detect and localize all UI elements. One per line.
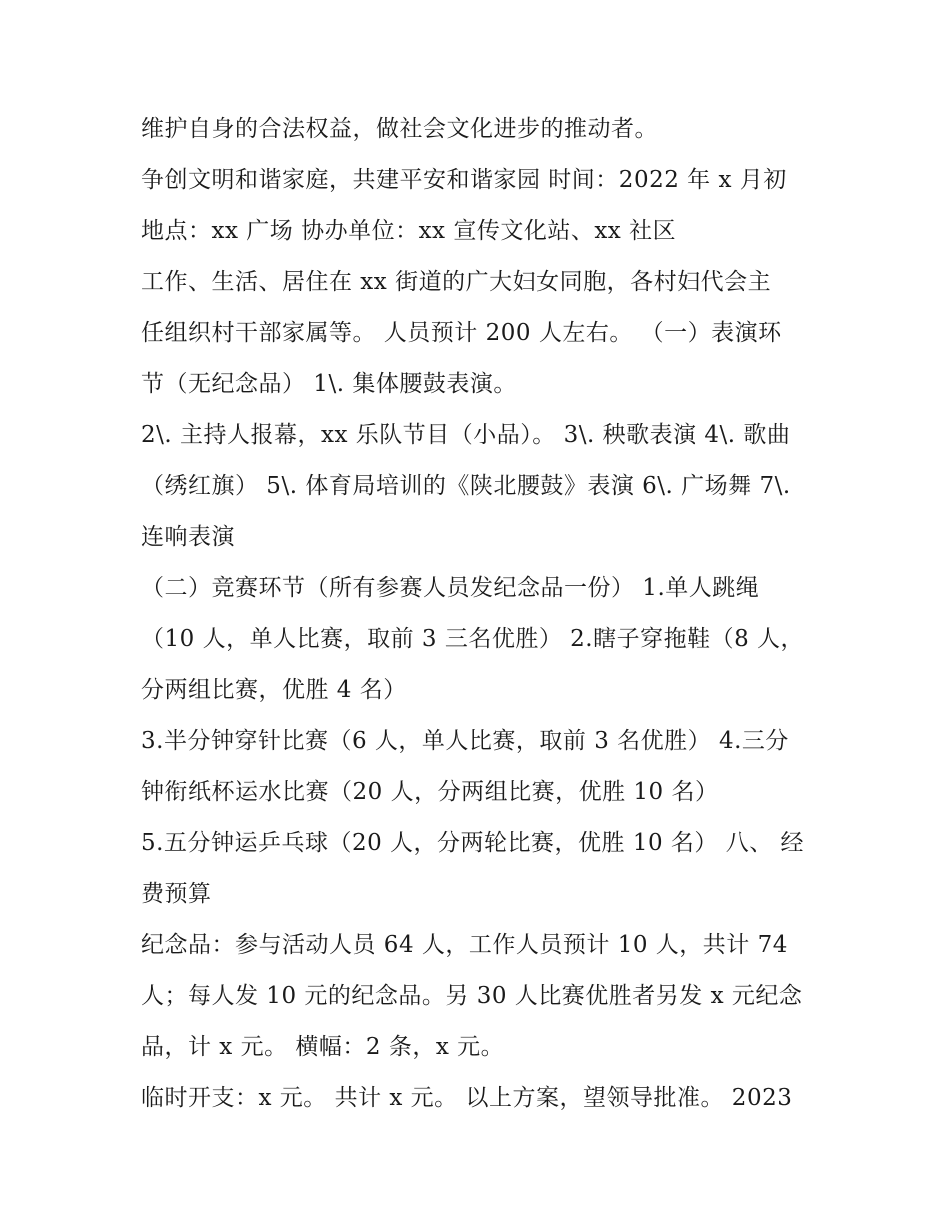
text-line: 品，计 x 元。 横幅：2 条，x 元。 [141,1034,505,1060]
text-line: 2\. 主持人报幕，xx 乐队节目（小品）。 3\. 秧歌表演 4\. 歌曲 [141,422,791,448]
text-line: 费预算 [141,881,212,907]
text-line: 钟衔纸杯运水比赛（20 人，分两组比赛，优胜 10 名） [141,779,719,805]
text-line: （绣红旗） 5\. 体育局培训的《陕北腰鼓》表演 6\. 广场舞 7\. [141,473,791,499]
text-line: 连响表演 [141,524,235,550]
text-line: 纪念品：参与活动人员 64 人，工作人员预计 10 人，共计 74 [141,932,788,958]
text-line: 工作、生活、居住在 xx 街道的广大妇女同胞，各村妇代会主 [141,269,772,295]
text-line: 节（无纪念品） 1\. 集体腰鼓表演。 [141,371,517,397]
text-line: 人；每人发 10 元的纪念品。另 30 人比赛优胜者另发 x 元纪念 [141,983,803,1009]
text-line: 争创文明和谐家庭，共建平安和谐家园 时间：2022 年 x 月初 [141,167,787,193]
text-line: 地点：xx 广场 协办单位：xx 宣传文化站、xx 社区 [141,218,677,244]
text-line: （二）竞赛环节（所有参赛人员发纪念品一份） 1.单人跳绳 [141,575,760,601]
text-line: 维护自身的合法权益，做社会文化进步的推动者。 [141,116,658,142]
text-line: 任组织村干部家属等。 人员预计 200 人左右。 （一）表演环 [141,320,782,346]
document-body [141,104,821,1124]
text-line: （10 人，单人比赛，取前 3 三名优胜） 2.瞎子穿拖鞋（8 人， [141,626,805,652]
text-line: 5.五分钟运乒乓球（20 人，分两轮比赛，优胜 10 名） 八、 经 [141,830,805,856]
text-line: 3.半分钟穿针比赛（6 人，单人比赛，取前 3 名优胜） 4.三分 [141,728,789,754]
text-line: 分两组比赛，优胜 4 名） [141,677,407,703]
text-line: 临时开支：x 元。 共计 x 元。 以上方案，望领导批准。 2023 [141,1085,793,1111]
